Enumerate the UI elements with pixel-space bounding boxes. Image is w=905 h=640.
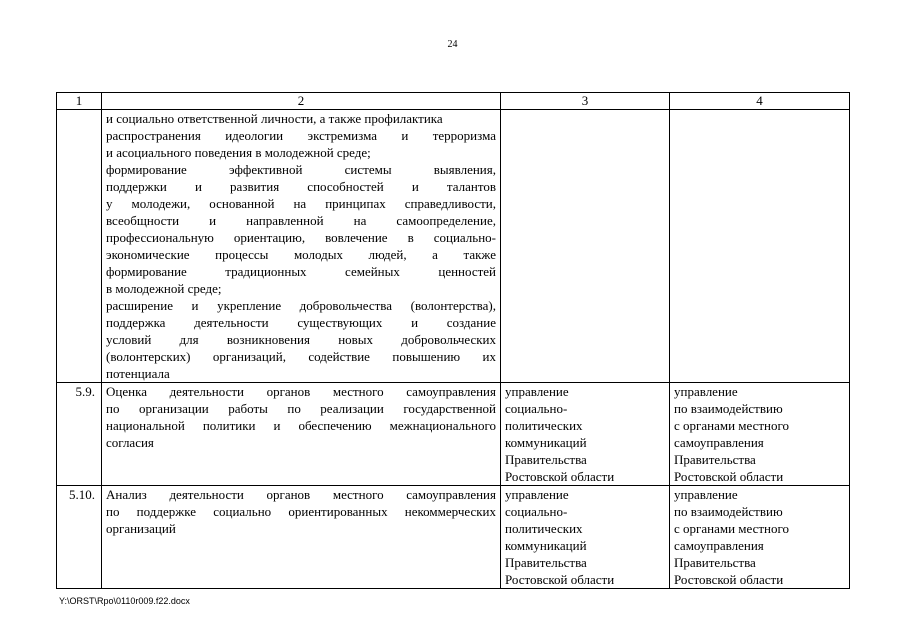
description-line: формирование эффективной системы выявления, (106, 162, 496, 177)
executor-line: Правительства (505, 555, 587, 570)
executor-line: управление (505, 384, 569, 399)
header-cell-2: 2 (102, 93, 501, 110)
executor-line: социально- (505, 504, 568, 519)
executor-line: социально- (505, 401, 568, 416)
description-line: поддержки и развития способностей и талантов (106, 179, 496, 194)
responsible-executor (501, 383, 670, 486)
executor-line: Ростовской области (505, 572, 615, 587)
description-line: и социально ответственной личности, а также профилактика (106, 111, 443, 126)
executor-line: Ростовской области (674, 469, 784, 484)
description-line: распространения идеологии экстремизма и терроризма (106, 128, 496, 143)
co-executor (670, 383, 850, 486)
executor-line: политических (505, 418, 583, 433)
activity-description (102, 383, 501, 486)
description-line: по поддержке социально ориентированных некоммерческих (106, 504, 496, 519)
page-number: 24 (447, 39, 458, 50)
description-line: расширение и укрепление добровольчества (волонтерства), (106, 298, 496, 313)
description-line: согласия (106, 435, 154, 450)
executor-line: политических (505, 521, 583, 536)
description-line: условий для возникновения новых добровольческих (106, 332, 496, 347)
header-cell-1: 1 (57, 93, 102, 110)
description-line: поддержка деятельности существующих и создание (106, 315, 496, 330)
executor-line: с органами местного (674, 418, 790, 433)
table-header-row (57, 93, 850, 110)
description-line: всеобщности и направленной на самоопределение, (106, 213, 496, 228)
activity-description (102, 110, 501, 383)
executor-line: Ростовской области (505, 469, 615, 484)
description-line: в молодежной среде; (106, 281, 222, 296)
executor-line: управление (674, 487, 738, 502)
executor-line: самоуправления (674, 538, 764, 553)
plan-table (56, 92, 850, 589)
description-line: организаций (106, 521, 176, 536)
header-cell-4: 4 (670, 93, 850, 110)
description-line: у молодежи, основанной на принципах справедливости, (106, 196, 496, 211)
table-row (57, 383, 850, 486)
executor-line: с органами местного (674, 521, 790, 536)
description-line: Анализ деятельности органов местного самоуправления (106, 487, 496, 502)
responsible-executor (501, 110, 670, 383)
executor-line: управление (505, 487, 569, 502)
description-line: по организации работы по реализации государственной (106, 401, 496, 416)
footer-file-path: Y:\ORST\Rpo\0110r009.f22.docx (59, 596, 190, 606)
description-line: Оценка деятельности органов местного самоуправления (106, 384, 496, 399)
activity-description (102, 486, 501, 589)
executor-line: по взаимодействию (674, 504, 783, 519)
executor-line: Правительства (674, 555, 756, 570)
executor-line: управление (674, 384, 738, 399)
description-line: потенциала (106, 366, 170, 381)
description-line: профессиональную ориентацию, вовлечение в социально- (106, 230, 496, 245)
row-number: 5.9. (57, 383, 102, 486)
executor-line: коммуникаций (505, 435, 587, 450)
executor-line: Правительства (674, 452, 756, 467)
executor-line: по взаимодействию (674, 401, 783, 416)
header-cell-3: 3 (501, 93, 670, 110)
table-row (57, 486, 850, 589)
co-executor (670, 486, 850, 589)
row-number (57, 110, 102, 383)
row-number: 5.10. (57, 486, 102, 589)
description-line: и асоциального поведения в молодежной среде; (106, 145, 371, 160)
executor-line: Ростовской области (674, 572, 784, 587)
co-executor (670, 110, 850, 383)
table-row-continuation (57, 110, 850, 383)
executor-line: коммуникаций (505, 538, 587, 553)
executor-line: Правительства (505, 452, 587, 467)
description-line: экономические процессы молодых людей, а также (106, 247, 496, 262)
description-line: (волонтерских) организаций, содействие повышению их (106, 349, 496, 364)
responsible-executor (501, 486, 670, 589)
executor-line: самоуправления (674, 435, 764, 450)
description-line: национальной политики и обеспечению межнационального (106, 418, 496, 433)
description-line: формирование традиционных семейных ценностей (106, 264, 496, 279)
